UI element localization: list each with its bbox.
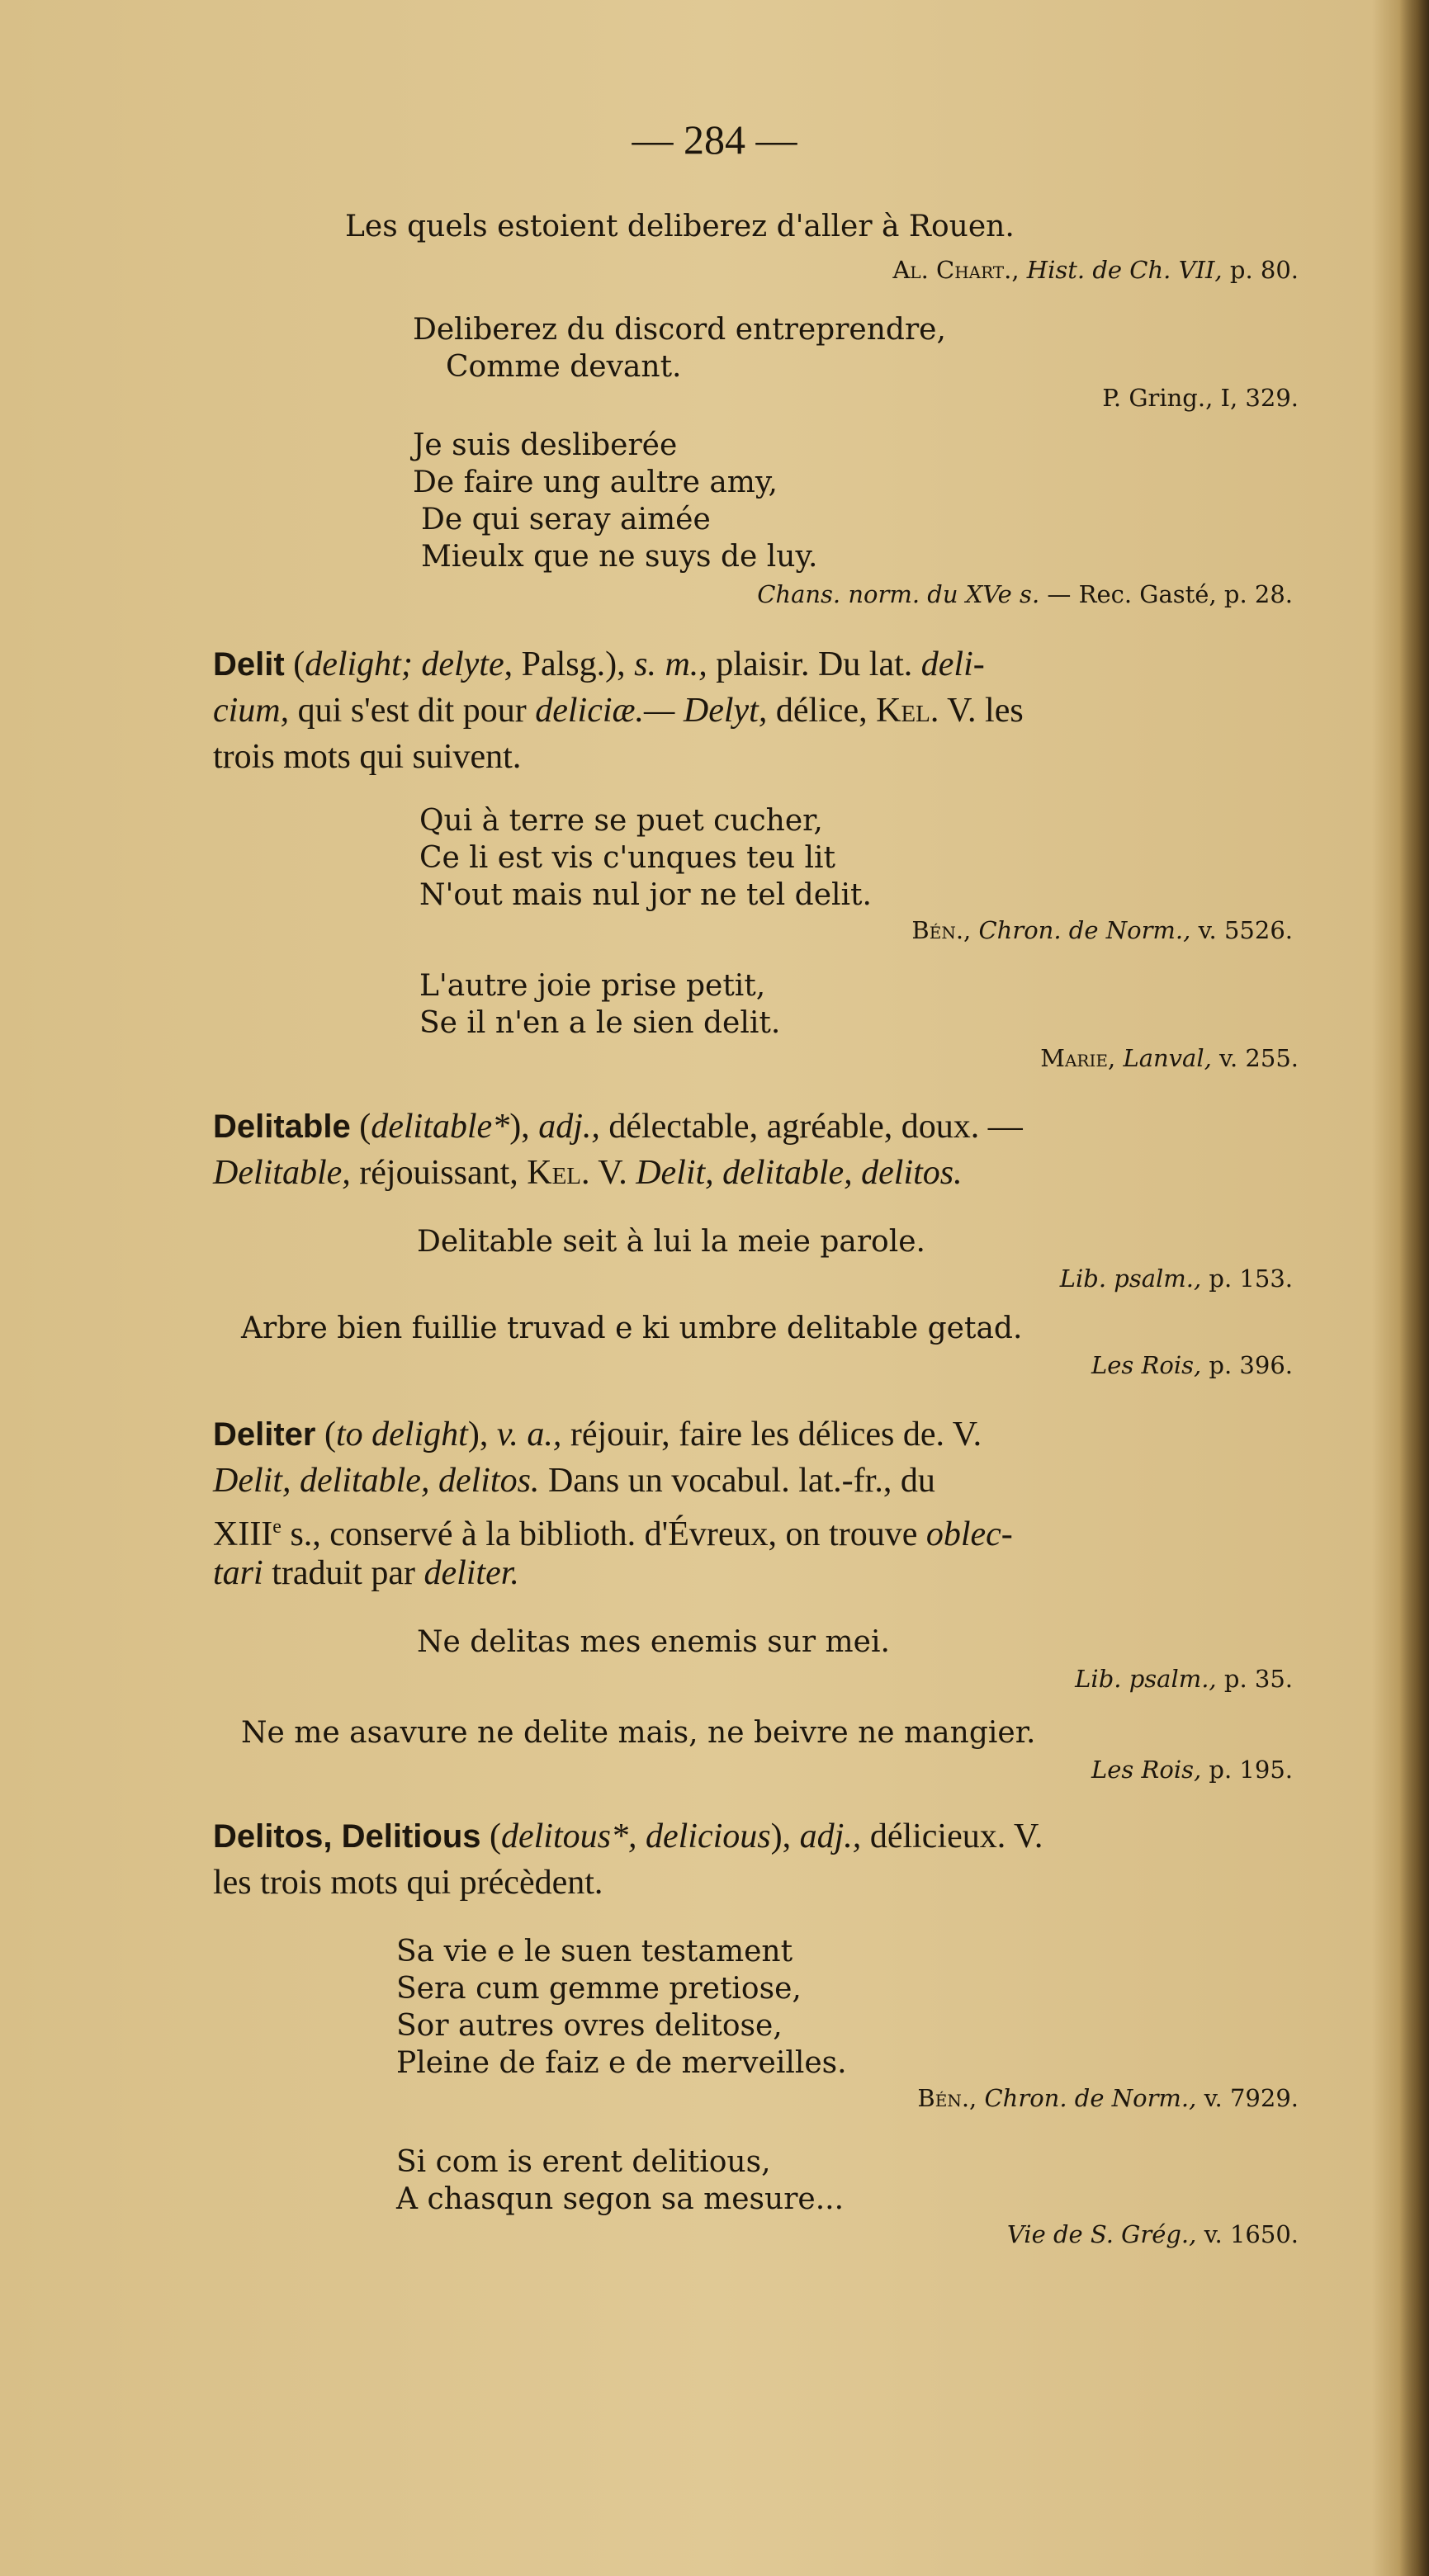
quote-line: Qui à terre se puet cucher, (419, 804, 823, 838)
entry-deliter-line1: Deliter (to delight), v. a., réjouir, faire les délices de. V. (213, 1416, 982, 1453)
entry-delitos-line1: Delitos, Delitious (delitous*, delicious), adj., délicieux. V. (213, 1817, 1043, 1855)
quote-line: Comme devant. (446, 350, 682, 384)
citation: Vie de S. Grég., v. 1650. (1006, 2220, 1299, 2248)
quote-line: A chasqun segon sa mesure... (396, 2182, 845, 2216)
entry-deliter-line3: XIIIe s., conservé à la biblioth. d'Évreux, on trouve oblec- (213, 1515, 1013, 1553)
entry-delitable-line2: Delitable, réjouissant, Kel. V. Delit, delitable, delitos. (213, 1154, 963, 1192)
citation: Lib. psalm., p. 35. (1075, 1665, 1293, 1693)
citation: Al. Chart., Hist. de Ch. VII, p. 80. (892, 256, 1299, 284)
quote-line: Mieulx que ne suys de luy. (421, 540, 818, 574)
quote-line: De faire ung aultre amy, (413, 466, 778, 499)
quote-line: L'autre joie prise petit, (419, 969, 766, 1003)
entry-deliter-line2: Delit, delitable, delitos. Dans un vocabul. lat.-fr., du (213, 1462, 935, 1500)
citation: Marie, Lanval, v. 255. (1040, 1044, 1299, 1072)
citation: Bén., Chron. de Norm., v. 5526. (911, 916, 1293, 944)
headword: Deliter (213, 1416, 316, 1453)
citation: Chans. norm. du XVe s. — Rec. Gasté, p. 28. (757, 580, 1293, 608)
citation: Les Rois, p. 396. (1091, 1351, 1293, 1379)
page-number: — 284 — (632, 116, 797, 163)
citation: Les Rois, p. 195. (1091, 1756, 1293, 1784)
quote-line: De qui seray aimée (421, 503, 711, 536)
citation: P. Gring., I, 329. (1102, 384, 1299, 412)
quote-line: Sera cum gemme pretiose, (396, 1972, 802, 2006)
citation: Bén., Chron. de Norm., v. 7929. (917, 2084, 1299, 2112)
quote-line: Sa vie e le suen testament (396, 1935, 793, 1969)
quote-line: Je suis desliberée (413, 428, 678, 462)
headword: Delit (213, 646, 285, 683)
quote-line: Les quels estoient deliberez d'aller à Rouen. (345, 210, 1015, 243)
entry-deliter-line4: tari traduit par deliter. (213, 1554, 519, 1592)
quote-line: Delitable seit à lui la meie parole. (417, 1225, 925, 1259)
quote-line: N'out mais nul jor ne tel delit. (419, 878, 872, 912)
quote-line: Sor autres ovres delitose, (396, 2009, 783, 2043)
quote-line: Pleine de faiz e de merveilles. (396, 2046, 847, 2080)
quote-line: Se il n'en a le sien delit. (419, 1006, 781, 1040)
quote-line: Ne me asavure ne delite mais, ne beivre ne mangier. (241, 1716, 1036, 1750)
entry-delitable-line1: Delitable (delitable*), adj., délectable, agréable, doux. — (213, 1108, 1023, 1146)
quote-line: Ne delitas mes enemis sur mei. (417, 1625, 890, 1659)
entry-delit-line2: cium, qui s'est dit pour deliciæ.— Delyt, délice, Kel. V. les (213, 692, 1024, 730)
entry-delit-line3: trois mots qui suivent. (213, 738, 522, 776)
quote-line: Si com is erent delitious, (396, 2145, 771, 2179)
page-edge-shadow (1399, 0, 1429, 2576)
quote-line: Arbre bien fuillie truvad e ki umbre delitable getad. (241, 1312, 1023, 1345)
headword: Delitos, Delitious (213, 1818, 481, 1855)
entry-delit-line1: Delit (delight; delyte, Palsg.), s. m., plaisir. Du lat. deli- (213, 645, 985, 683)
citation: Lib. psalm., p. 153. (1059, 1264, 1293, 1293)
headword: Delitable (213, 1108, 351, 1145)
quote-line: Ce li est vis c'unques teu lit (419, 841, 835, 875)
quote-line: Deliberez du discord entreprendre, (413, 313, 946, 347)
entry-delitos-line2: les trois mots qui précèdent. (213, 1864, 603, 1902)
